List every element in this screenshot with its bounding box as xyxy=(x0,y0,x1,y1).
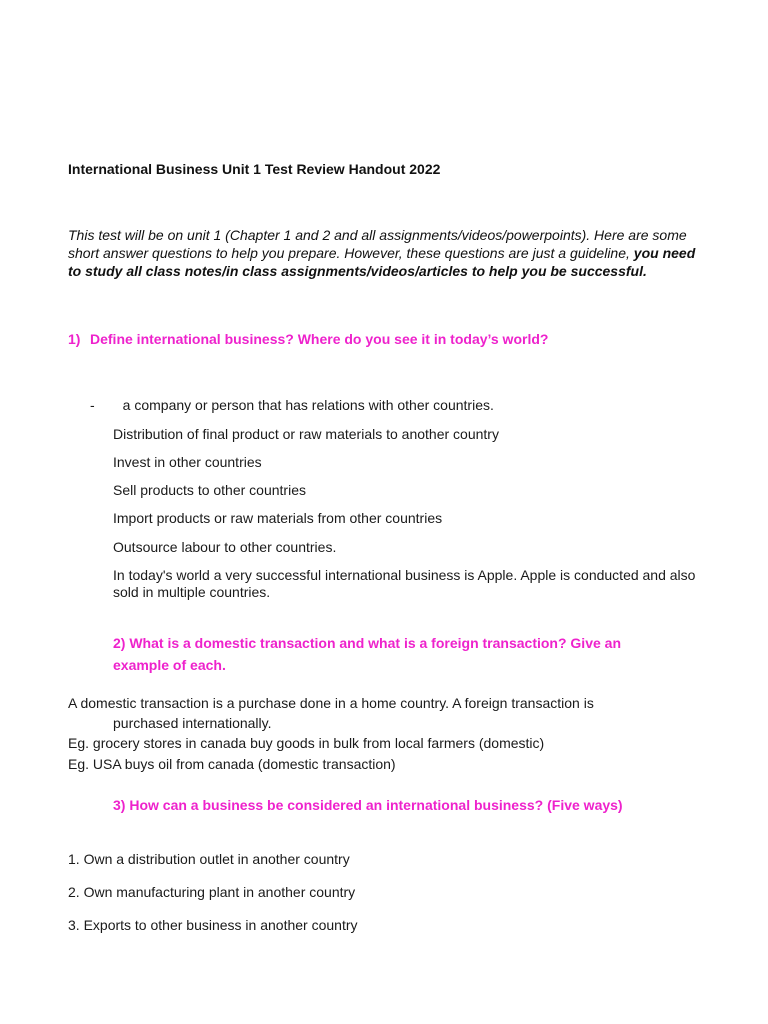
page-title: International Business Unit 1 Test Review Handout 2022 xyxy=(68,161,441,177)
answer-1-item: a company or person that has relations with other countries. xyxy=(122,397,494,413)
answer-3-item: 2. Own manufacturing plant in another country xyxy=(68,884,356,900)
answer-2-line: A domestic transaction is a purchase done in a home country. A foreign transaction is xyxy=(68,695,594,711)
answer-1-item: Invest in other countries xyxy=(113,454,262,470)
dash-bullet: - xyxy=(90,397,95,413)
question-1 xyxy=(68,331,548,347)
answer-3-item: 1. Own a distribution outlet in another country xyxy=(68,851,350,867)
answer-1-item: Sell products to other countries xyxy=(113,482,306,498)
answer-2-line: purchased internationally. xyxy=(113,715,272,731)
answer-2-example: Eg. grocery stores in canada buy goods in bulk from local farmers (domestic) xyxy=(68,735,545,751)
answer-3-item: 3. Exports to other business in another country xyxy=(68,917,358,933)
question-3: 3) How can a business be considered an international business? (Five ways) xyxy=(113,797,623,813)
answer-1-item: Outsource labour to other countries. xyxy=(113,539,337,555)
question-1-text: Define international business? Where do you see it in today’s world? xyxy=(90,331,549,347)
answer-1-bullet-row xyxy=(90,397,494,413)
question-2: 2) What is a domestic transaction and what is a foreign transaction? Give an example of each. xyxy=(113,635,621,673)
answer-1-item: Import products or raw materials from other countries xyxy=(113,510,443,526)
intro-text: This test will be on unit 1 (Chapter 1 and 2 and all assignments/videos/powerpoints). Here are some short answer questions to help you prepare. However, these questions are just a guideline, xyxy=(68,227,687,261)
intro-emphasis: you need to study all class notes/in class assignments/videos/articles to help you be successful. xyxy=(68,245,696,279)
answer-1-item: Distribution of final product or raw materials to another country xyxy=(113,426,499,442)
question-1-number: 1) xyxy=(68,331,81,347)
answer-2-example: Eg. USA buys oil from canada (domestic transaction) xyxy=(68,756,396,772)
answer-1-item: In today's world a very successful international business is Apple. Apple is conducted and also sold in multiple countries. xyxy=(113,567,696,600)
intro-paragraph xyxy=(68,226,708,280)
